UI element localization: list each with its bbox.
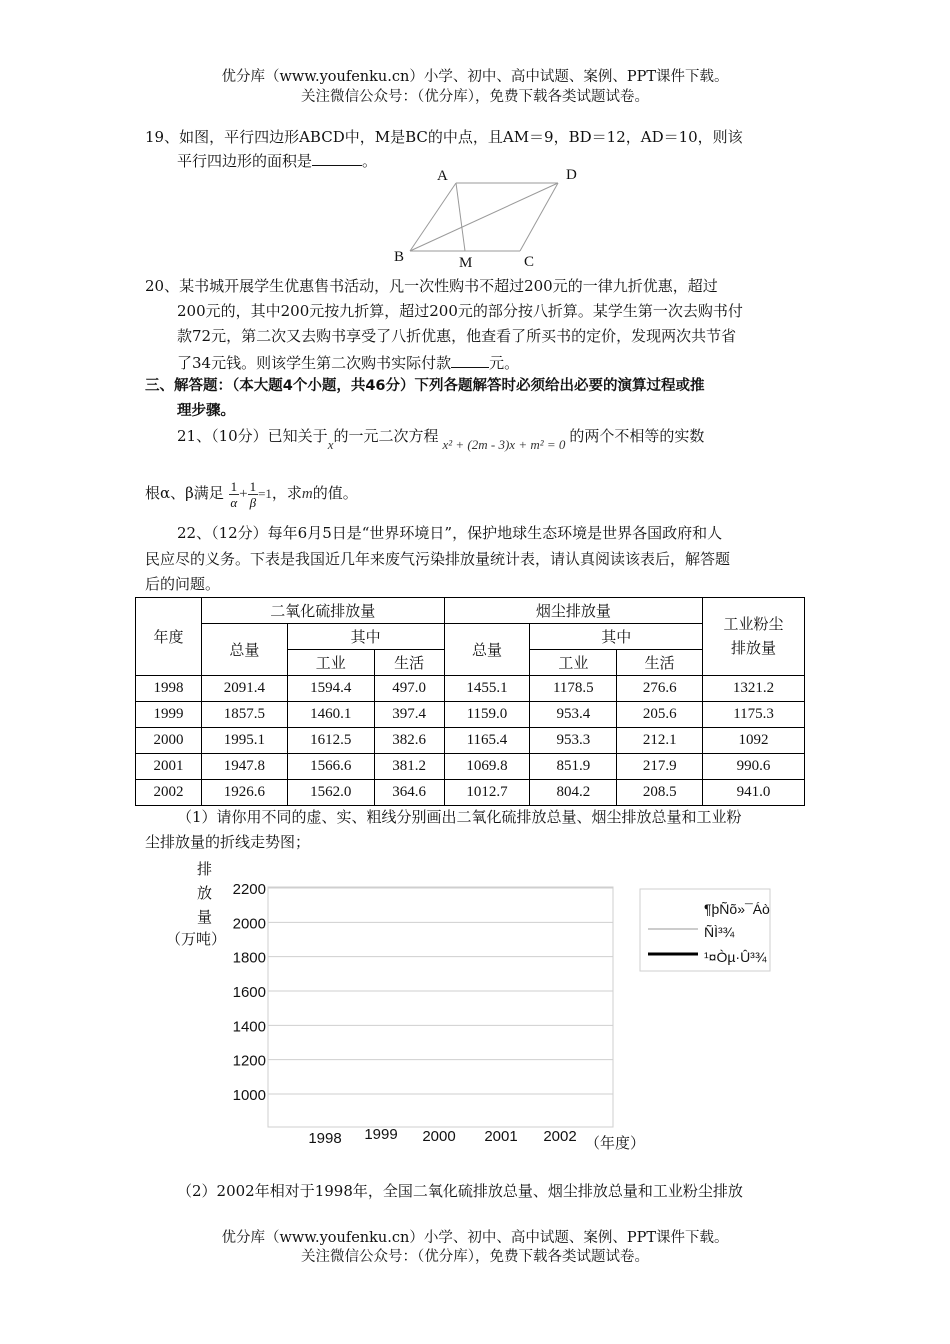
table-cell: 1175.3: [703, 702, 805, 728]
y-tick-label: 1200: [232, 1052, 266, 1070]
q21-text-4: 的值。: [312, 484, 358, 502]
y-tick-label: 2000: [232, 915, 266, 933]
q20-text-end: 元。: [489, 354, 520, 372]
q21-var-x: x: [327, 437, 334, 452]
label-b: B: [394, 249, 405, 265]
part1-line-2: 尘排放量的折线走势图；: [145, 833, 311, 851]
table-cell-year: 1998: [136, 676, 202, 702]
table-cell: 1857.5: [201, 702, 287, 728]
fraction-one-over-beta: $\frac{1}{\beta}$: [249, 478, 257, 510]
label-c: C: [524, 254, 535, 270]
legend-entry: ÑÌ³¾: [704, 924, 735, 940]
q21-text-mid: 的一元二次方程: [333, 427, 439, 445]
table-cell: 1562.0: [287, 780, 374, 806]
table-cell-year: 2001: [136, 754, 202, 780]
y-tick-label: 1600: [232, 984, 266, 1001]
q19-text-end: 。: [362, 152, 378, 170]
table-cell: 1165.4: [444, 728, 530, 754]
q21-equals-one: =1: [258, 486, 272, 501]
part1-line-1: （1）请你用不同的虚、实、粗线分别画出二氧化硫排放总量、烟尘排放总量和工业粉: [177, 808, 742, 826]
q21-plus: +: [239, 486, 248, 502]
table-cell: 276.6: [617, 676, 703, 702]
table-cell: 382.6: [374, 728, 444, 754]
table-cell: 941.0: [703, 780, 805, 806]
q21-line-2: [145, 474, 358, 514]
q20-line-2: 200元的，其中200元按九折算，超过200元的部分按八折算。某学生第一次去购书付: [177, 302, 743, 320]
part2-line-1: （2）2002年相对于1998年，全国二氧化硫排放总量、烟尘排放总量和工业粉尘排放: [177, 1182, 743, 1200]
table-cell: 1947.8: [201, 754, 287, 780]
y-label-3: 量: [197, 908, 213, 926]
table-cell: 1069.8: [444, 754, 530, 780]
table-cell: 364.6: [374, 780, 444, 806]
x-axis-label: （年度）: [585, 1134, 646, 1152]
x-tick-label: 2001: [484, 1128, 518, 1145]
q22-line-2: 民应尽的义务。下表是我国近几年来废气污染排放量统计表，请认真阅读该表后，解答题: [145, 550, 731, 568]
table-cell-year: 1999: [136, 702, 202, 728]
label-d: D: [566, 167, 577, 183]
x-tick-label: 1998: [308, 1130, 342, 1147]
table-cell: 1321.2: [703, 676, 805, 702]
y-label-4: （万吨）: [166, 930, 227, 948]
y-tick-label: 1400: [232, 1018, 266, 1036]
x-tick-label: 1999: [364, 1126, 398, 1143]
table-cell: 1012.7: [444, 780, 530, 806]
label-a: A: [437, 168, 448, 184]
header-dust-total: 总量: [444, 624, 530, 676]
q20-line-4: [177, 351, 519, 373]
legend-entry: ¶þÑõ»¯Áò: [704, 901, 770, 917]
fraction-one-over-alpha: $\frac{1}{\alpha}$: [230, 478, 238, 510]
table-cell-year: 2002: [136, 780, 202, 806]
section-3-heading: 三、解答题：（本大题4个小题，共46分）下列各题解答时必须给出必要的演算过程或推: [145, 378, 705, 394]
plot-area: [268, 887, 613, 1127]
table-cell: 397.4: [374, 702, 444, 728]
q20-answer-blank: [451, 351, 489, 368]
header-so2-total: 总量: [201, 624, 287, 676]
table-cell: 217.9: [617, 754, 703, 780]
table-cell: 1926.6: [201, 780, 287, 806]
table-cell: 497.0: [374, 676, 444, 702]
edge-dc: [520, 183, 558, 251]
table-cell: 1178.5: [530, 676, 617, 702]
table-cell-year: 2000: [136, 728, 202, 754]
header-so2-of-which: 其中: [287, 624, 444, 650]
x-tick-label: 2000: [422, 1128, 456, 1145]
header-dust-industry: 工业: [530, 650, 617, 676]
table-cell: 1566.6: [287, 754, 374, 780]
emission-table: [135, 597, 805, 806]
q19-text: 平行四边形的面积是: [177, 152, 313, 170]
table-cell: 381.2: [374, 754, 444, 780]
q21-text-3: ，求: [271, 484, 302, 502]
q21-text: 21、（10分）已知关于: [177, 427, 328, 445]
y-label-1: 排: [197, 860, 213, 878]
table-cell: 1455.1: [444, 676, 530, 702]
table-cell: 1612.5: [287, 728, 374, 754]
legend-entry: ¹¤Òµ·Û³¾: [704, 949, 767, 965]
q19-line-1: 19、如图，平行四边形ABCD中，M是BC的中点，且AM＝9，BD＝12，AD＝10，则该: [145, 128, 743, 146]
q19-line-2: [177, 149, 377, 171]
q21-text-post: 的两个不相等的实数: [569, 427, 705, 445]
y-tick-label: 1000: [232, 1087, 266, 1104]
table-cell: 804.2: [530, 780, 617, 806]
q20-line-3: 款72元，第二次又去购书享受了八折优惠，他查看了所买书的定价，发现两次共节省: [177, 327, 737, 345]
header-so2-industry: 工业: [287, 650, 374, 676]
label-m: M: [459, 255, 473, 271]
y-tick-label: 1800: [232, 949, 266, 967]
table-cell: 851.9: [530, 754, 617, 780]
y-tick-label: 2200: [232, 881, 266, 898]
table-cell: 1460.1: [287, 702, 374, 728]
table-cell: 205.6: [617, 702, 703, 728]
q22-line-1: 22、（12分）每年6月5日是“世界环境日”，保护地球生态环境是世界各国政府和人: [177, 524, 723, 542]
header-line-2: 关注微信公众号：（优分库），免费下载各类试题试卷。: [301, 89, 649, 105]
footer-line-1: 优分库（www.youfenku.cn）小学、初中、高中试题、案例、PPT课件下载。: [221, 1230, 729, 1246]
table-row: [136, 728, 805, 754]
table-cell: 953.4: [530, 702, 617, 728]
header-dust: 烟尘排放量: [444, 598, 703, 624]
diagonal-bd: [410, 183, 558, 251]
table-row: [136, 754, 805, 780]
emission-chart: [220, 875, 820, 1165]
header-line-1: 优分库（www.youfenku.cn）小学、初中、高中试题、案例、PPT课件下载。: [221, 69, 729, 85]
header-so2: 二氧化硫排放量: [201, 598, 444, 624]
x-tick-label: 2002: [543, 1128, 577, 1145]
table-cell: 208.5: [617, 780, 703, 806]
header-dust-of-which: 其中: [530, 624, 703, 650]
parallelogram-figure: [380, 160, 610, 275]
table-cell: 1594.4: [287, 676, 374, 702]
segment-am: [456, 183, 465, 251]
q22-line-3: 后的问题。: [145, 575, 221, 593]
table-cell: 953.3: [530, 728, 617, 754]
table-cell: 1092: [703, 728, 805, 754]
header-powder: 工业粉尘 排放量: [703, 598, 805, 676]
table-row: [136, 702, 805, 728]
section-3-heading-cont: 理步骤。: [177, 403, 235, 419]
table-row: [136, 780, 805, 806]
q21-var-m: m: [301, 486, 313, 502]
y-label-2: 放: [197, 884, 213, 902]
q21-text-2: 根α、β满足: [145, 484, 224, 502]
table-cell: 212.1: [617, 728, 703, 754]
header-year: 年度: [136, 598, 202, 676]
table-cell: 1995.1: [201, 728, 287, 754]
header-so2-life: 生活: [374, 650, 444, 676]
q21-equation: x² + (2m - 3)x + m² = 0: [442, 437, 566, 452]
table-cell: 2091.4: [201, 676, 287, 702]
table-cell: 990.6: [703, 754, 805, 780]
header-dust-life: 生活: [617, 650, 703, 676]
table-cell: 1159.0: [444, 702, 530, 728]
footer-line-2: 关注微信公众号：（优分库），免费下载各类试题试卷。: [301, 1249, 649, 1265]
q19-answer-blank: [312, 149, 362, 166]
q20-line-1: 20、某书城开展学生优惠售书活动，凡一次性购书不超过200元的一律九折优惠，超过: [145, 277, 718, 295]
q21-line-1: [177, 426, 705, 452]
q20-text: 了34元钱。则该学生第二次购书实际付款: [177, 354, 452, 372]
table-row: [136, 676, 805, 702]
